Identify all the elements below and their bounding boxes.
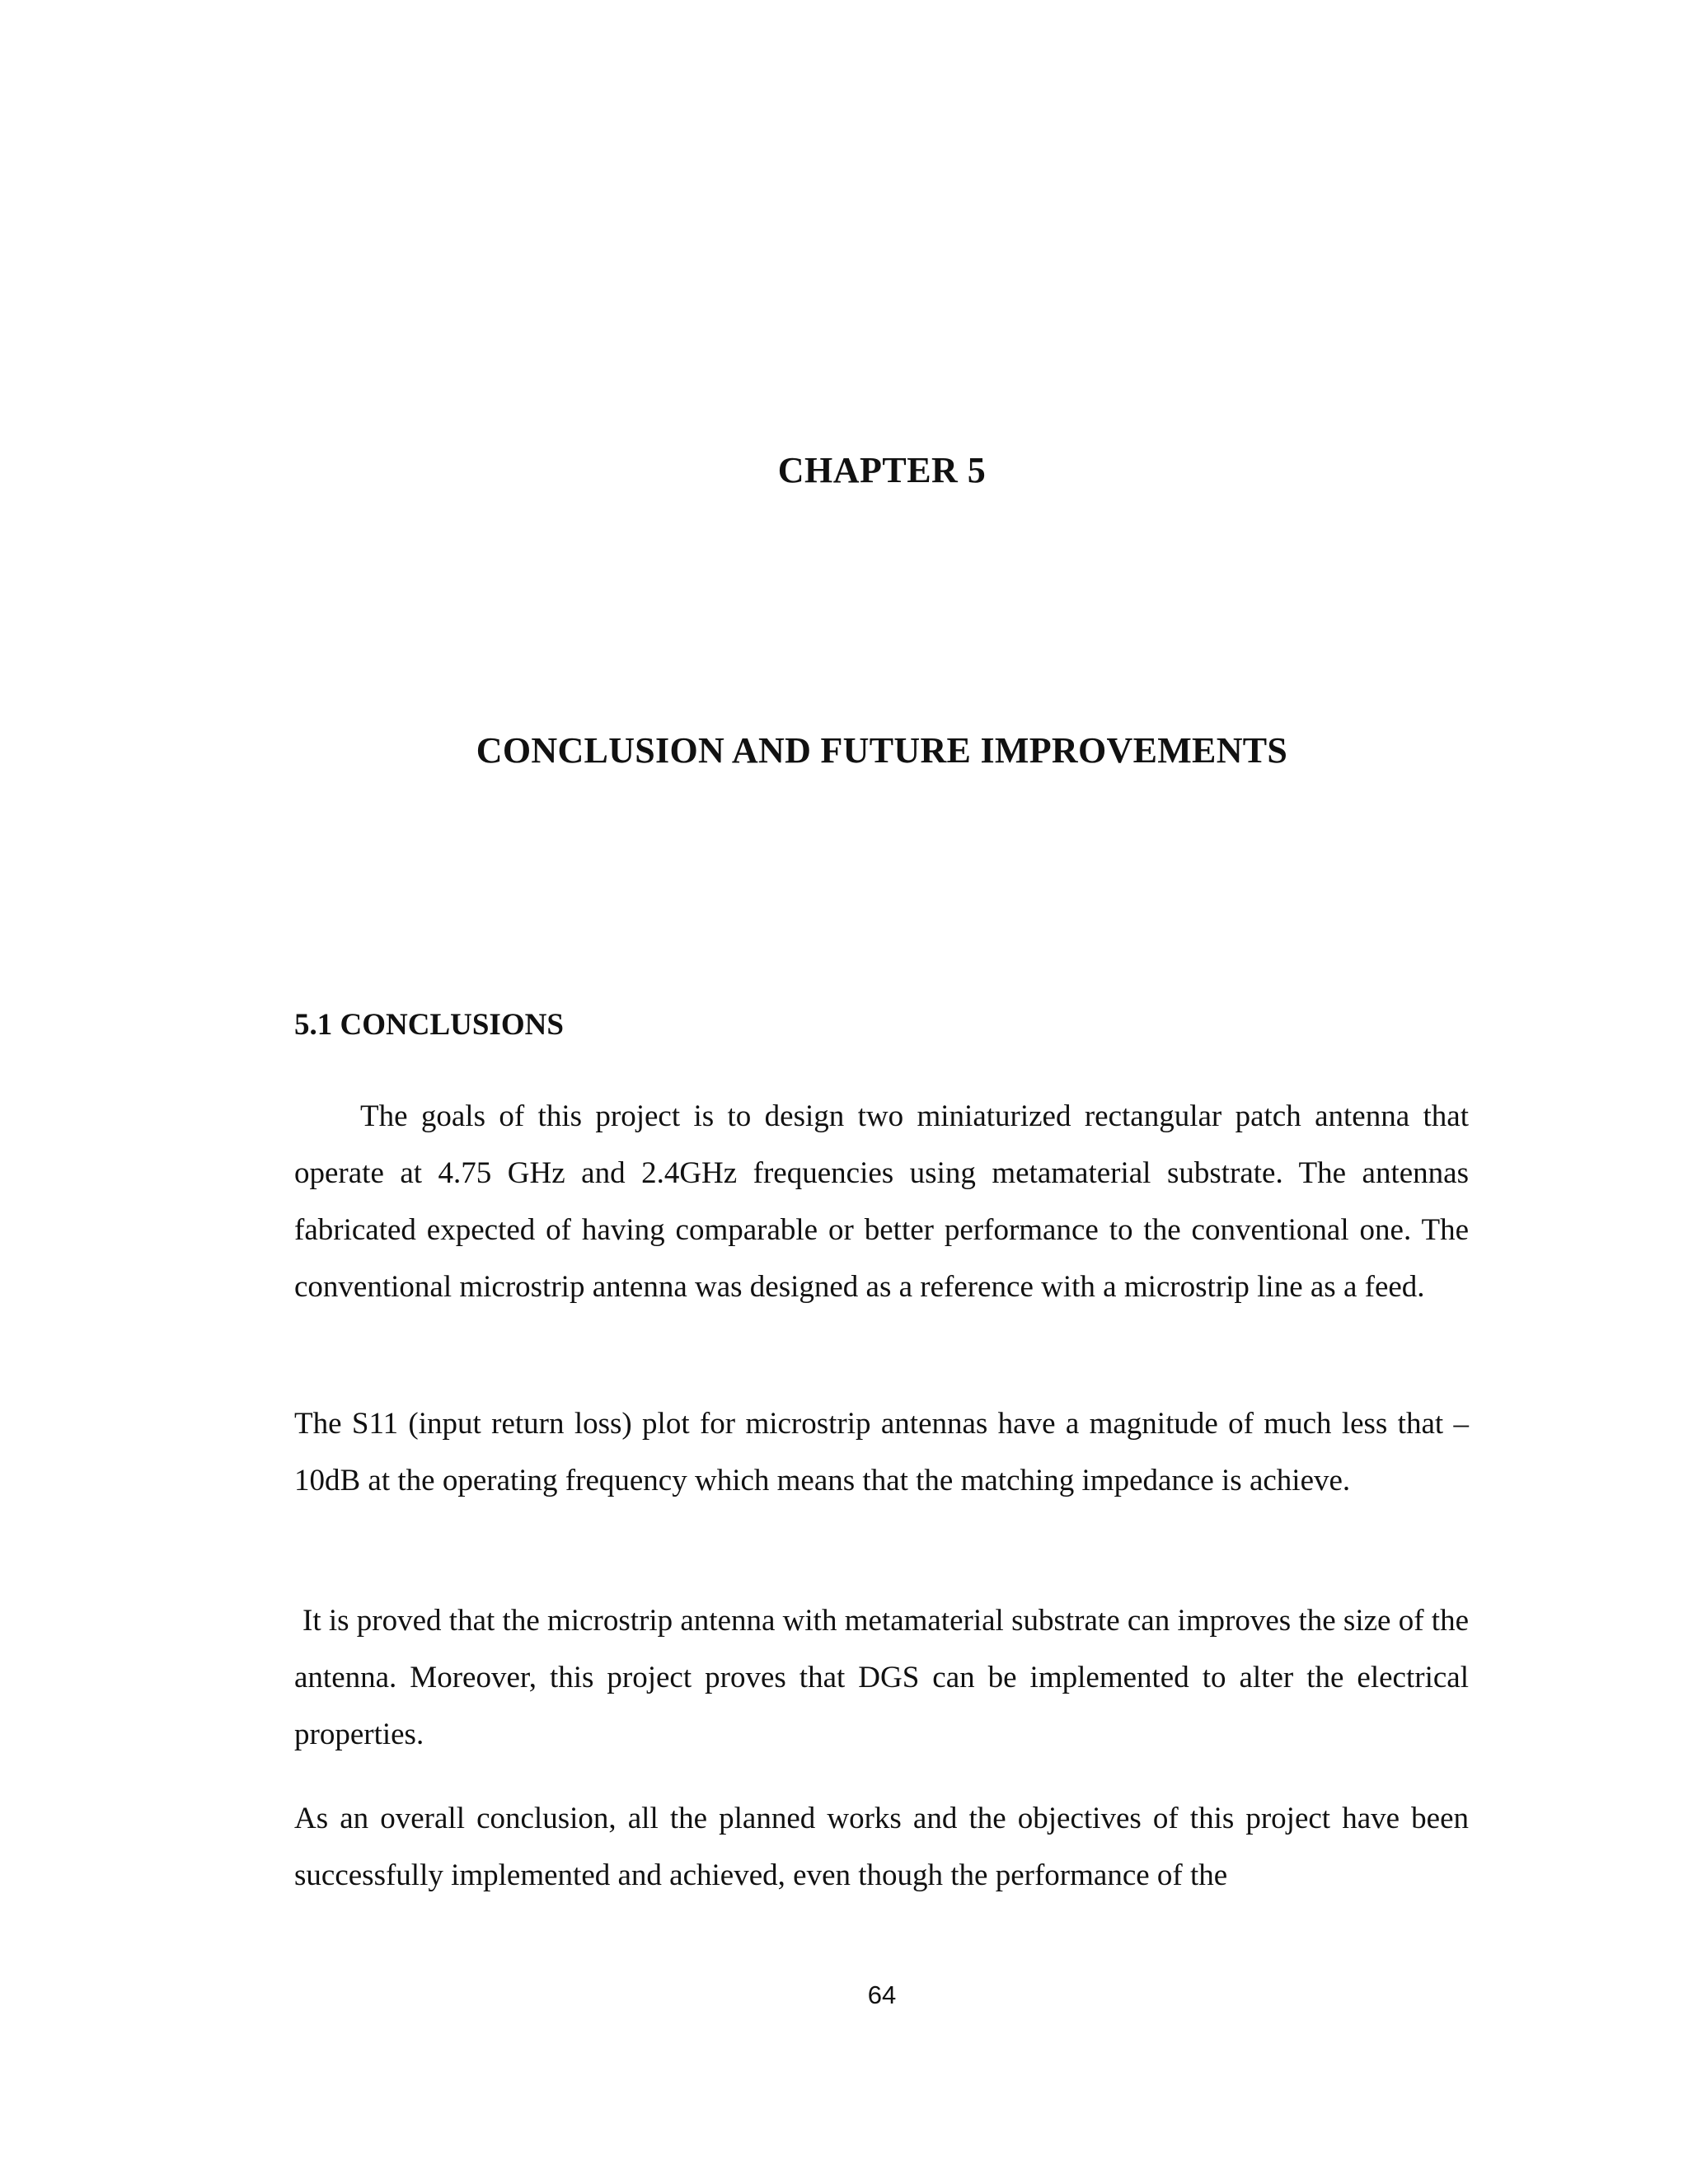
chapter-subtitle: CONCLUSION AND FUTURE IMPROVEMENTS [476,730,1288,771]
paragraph-overall-conclusion: As an overall conclusion, all the planned works and the objectives of this project have been successfully implemented and achieved, even though the performance of the [294,1802,1469,1892]
paragraph-goals: The goals of this project is to design two miniaturized rectangular patch antenna that operate at 4.75 GHz and 2.4GHz frequencies using metamaterial substrate. The antennas fabricated expected of having comparable or better performance to the conventional one. The conventional microstrip antenna was designed as a reference with a microstrip line as a feed. [294,1099,1469,1304]
section-heading: 5.1 CONCLUSIONS [294,1008,564,1042]
chapter-title: CHAPTER 5 [777,450,987,490]
page-number: 64 [867,1980,897,2009]
paragraph-s11: The S11 (input return loss) plot for microstrip antennas have a magnitude of much less that –10dB at the operating frequency which means that the matching impedance is achieve. [294,1407,1469,1497]
paragraph-metamaterial: It is proved that the microstrip antenna with metamaterial substrate can improves the size of the antenna. Moreover, this project proves that DGS can be implemented to alter the electrical properties. [294,1604,1469,1751]
